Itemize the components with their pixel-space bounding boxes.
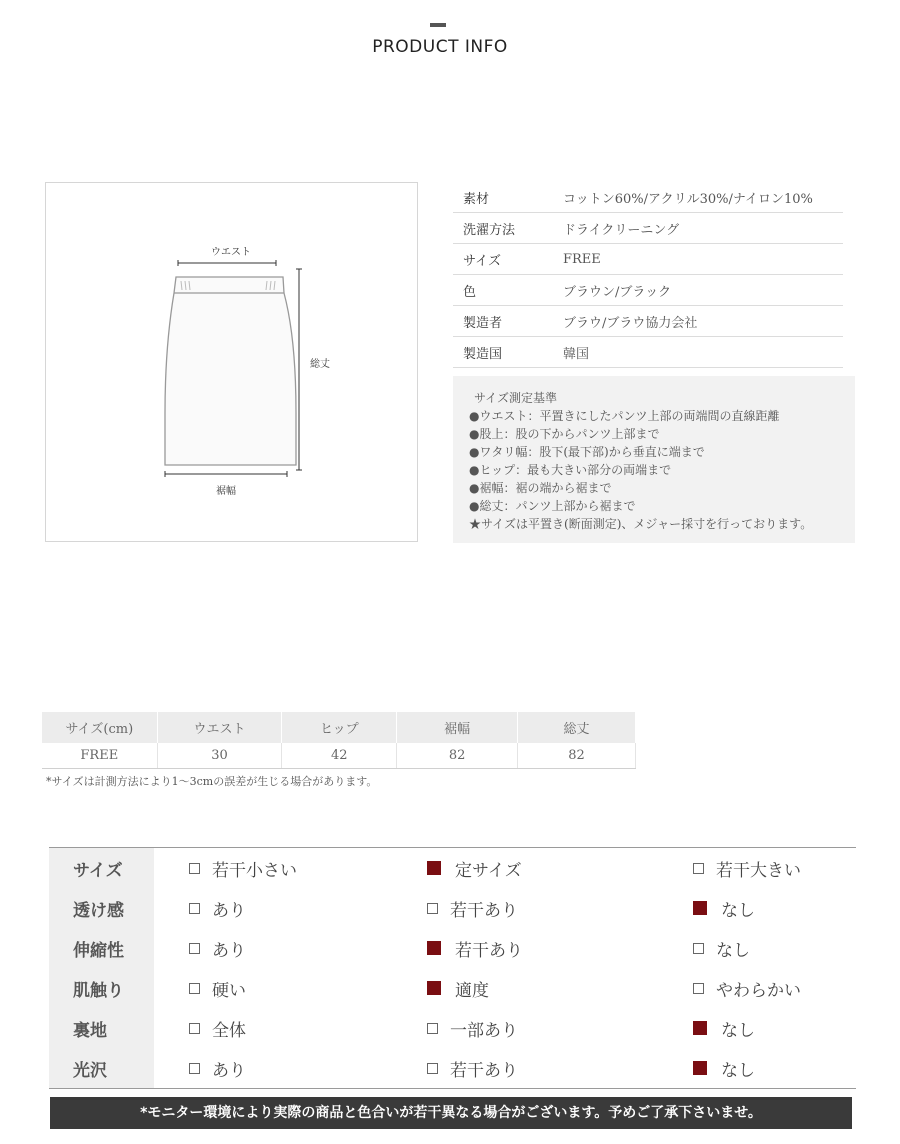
checked-box-icon [427,861,441,875]
size-cell: 30 [157,743,282,769]
length-label: 総丈 [310,359,330,370]
info-key: 色 [463,284,477,300]
info-row [453,275,843,306]
feel-row [49,848,856,888]
size-header-cell: サイズ(cm) [42,712,157,743]
feel-row-label: 透け感 [73,900,124,921]
unchecked-box-icon [189,903,200,914]
unchecked-box-icon [189,1063,200,1074]
feel-option [427,856,522,881]
checked-box-icon [693,901,707,915]
unchecked-box-icon [189,863,200,874]
feel-option-label: 定サイズ [455,860,522,881]
feel-row-label: 肌触り [73,980,124,1001]
feel-option-label: 適度 [455,980,489,1001]
size-table-note: *サイズは計測方法により1～3cmの誤差が生じる場合があります。 [46,775,378,788]
measurement-note-line: ●総丈：パンツ上部から裾まで [469,499,636,513]
unchecked-box-icon [693,983,704,994]
size-header-cell: ウエスト [157,712,282,743]
unchecked-box-icon [189,1023,200,1034]
feel-row-label: 裏地 [73,1020,107,1041]
feel-row [49,968,856,1008]
size-header-cell: 裾幅 [397,712,518,743]
feel-option [189,976,246,1001]
feel-option-label: あり [212,1060,246,1081]
feel-option [189,896,246,921]
feel-option [693,976,801,1001]
feel-option-label: なし [721,1060,755,1081]
feel-option [693,896,755,921]
feel-option [189,856,297,881]
feel-option-label: 硬い [212,980,246,1001]
feel-option-label: やわらかい [716,980,801,1001]
feel-option [189,936,246,961]
size-cell: 42 [282,743,397,769]
info-value: ブラウン/ブラック [563,284,672,300]
measurement-note-line: ●ヒップ：最も大きい部分の両端まで [469,463,672,477]
info-key: 製造者 [463,315,503,331]
feel-option [427,896,518,921]
info-row [453,244,843,275]
size-header-cell: ヒップ [282,712,397,743]
unchecked-box-icon [693,863,704,874]
feel-option-label: 若干小さい [212,860,297,881]
info-key: 素材 [463,191,490,207]
feel-option [693,1016,755,1041]
checked-box-icon [693,1021,707,1035]
measurement-note-line: ●ウエスト：平置きにしたパンツ上部の両端間の直線距離 [469,409,780,423]
info-value: 韓国 [563,346,590,362]
info-value: FREE [563,251,601,267]
info-value: ドライクリーニング [563,222,680,238]
checked-box-icon [693,1061,707,1075]
checked-box-icon [427,941,441,955]
size-table [42,712,636,769]
unchecked-box-icon [693,943,704,954]
feel-option [693,936,750,961]
feel-option [189,1016,246,1041]
info-row [453,182,843,213]
feel-option-label: なし [721,900,755,921]
feel-option [693,1056,755,1081]
skirt-diagram [45,182,418,542]
feel-option [189,1056,246,1081]
product-info-table [453,182,843,368]
feel-option [427,1016,518,1041]
footer-notice: *モニター環境により実際の商品と色合いが若干異なる場合がございます。予めご了承下さいませ。 [50,1097,852,1129]
info-row [453,337,843,368]
info-value: ブラウ/ブラウ協力会社 [563,315,698,331]
feel-option [693,856,801,881]
measurement-note-line: ●ワタリ幅：股下(最下部)から垂直に端まで [469,445,705,459]
info-row [453,213,843,244]
feel-option-label: あり [212,940,246,961]
feel-option [427,1056,518,1081]
info-key: 洗濯方法 [463,222,516,238]
unchecked-box-icon [189,943,200,954]
measurement-note-heading: サイズ測定基準 [474,391,558,405]
measurement-note-line: ●股上：股の下からパンツ上部まで [469,427,660,441]
size-header-cell: 総丈 [518,712,636,743]
info-value: コットン60%/アクリル30%/ナイロン10% [563,191,813,207]
feel-option-label: 若干大きい [716,860,801,881]
feel-row [49,1048,856,1088]
feel-option-label: なし [721,1020,755,1041]
feel-row-label: 伸縮性 [73,940,124,961]
info-key: サイズ [463,253,501,269]
feel-row-label: 光沢 [73,1060,107,1081]
unchecked-box-icon [427,1023,438,1034]
feel-option-label: 若干あり [450,1060,518,1081]
size-table-header [42,712,636,743]
feel-option-label: 若干あり [450,900,518,921]
page-title: PRODUCT INFO [372,37,508,57]
unchecked-box-icon [427,903,438,914]
feel-row [49,1008,856,1048]
feel-option-label: あり [212,900,246,921]
checked-box-icon [427,981,441,995]
feel-option-label: 全体 [212,1020,246,1041]
feel-row [49,928,856,968]
measurement-note-line: ★サイズは平置き(断面測定)、メジャー採寸を行っております。 [469,517,813,531]
feel-row [49,888,856,928]
measurement-note [453,376,855,543]
feel-option-label: 一部あり [450,1020,518,1041]
unchecked-box-icon [427,1063,438,1074]
title-accent-bar [430,23,446,27]
fabric-feel-table [49,847,856,1089]
table-row [42,743,636,769]
unchecked-box-icon [189,983,200,994]
size-cell: FREE [42,743,157,769]
feel-option-label: 若干あり [455,940,523,961]
feel-option [427,936,523,961]
info-key: 製造国 [463,346,503,362]
feel-option-label: なし [716,940,750,961]
size-cell: 82 [397,743,518,769]
measurement-note-line: ●裾幅：裾の端から裾まで [469,481,612,495]
hem-label: 裾幅 [216,486,236,497]
waist-label: ウエスト [211,247,251,258]
feel-option [427,976,489,1001]
feel-row-label: サイズ [73,860,123,881]
info-row [453,306,843,337]
size-cell: 82 [518,743,636,769]
